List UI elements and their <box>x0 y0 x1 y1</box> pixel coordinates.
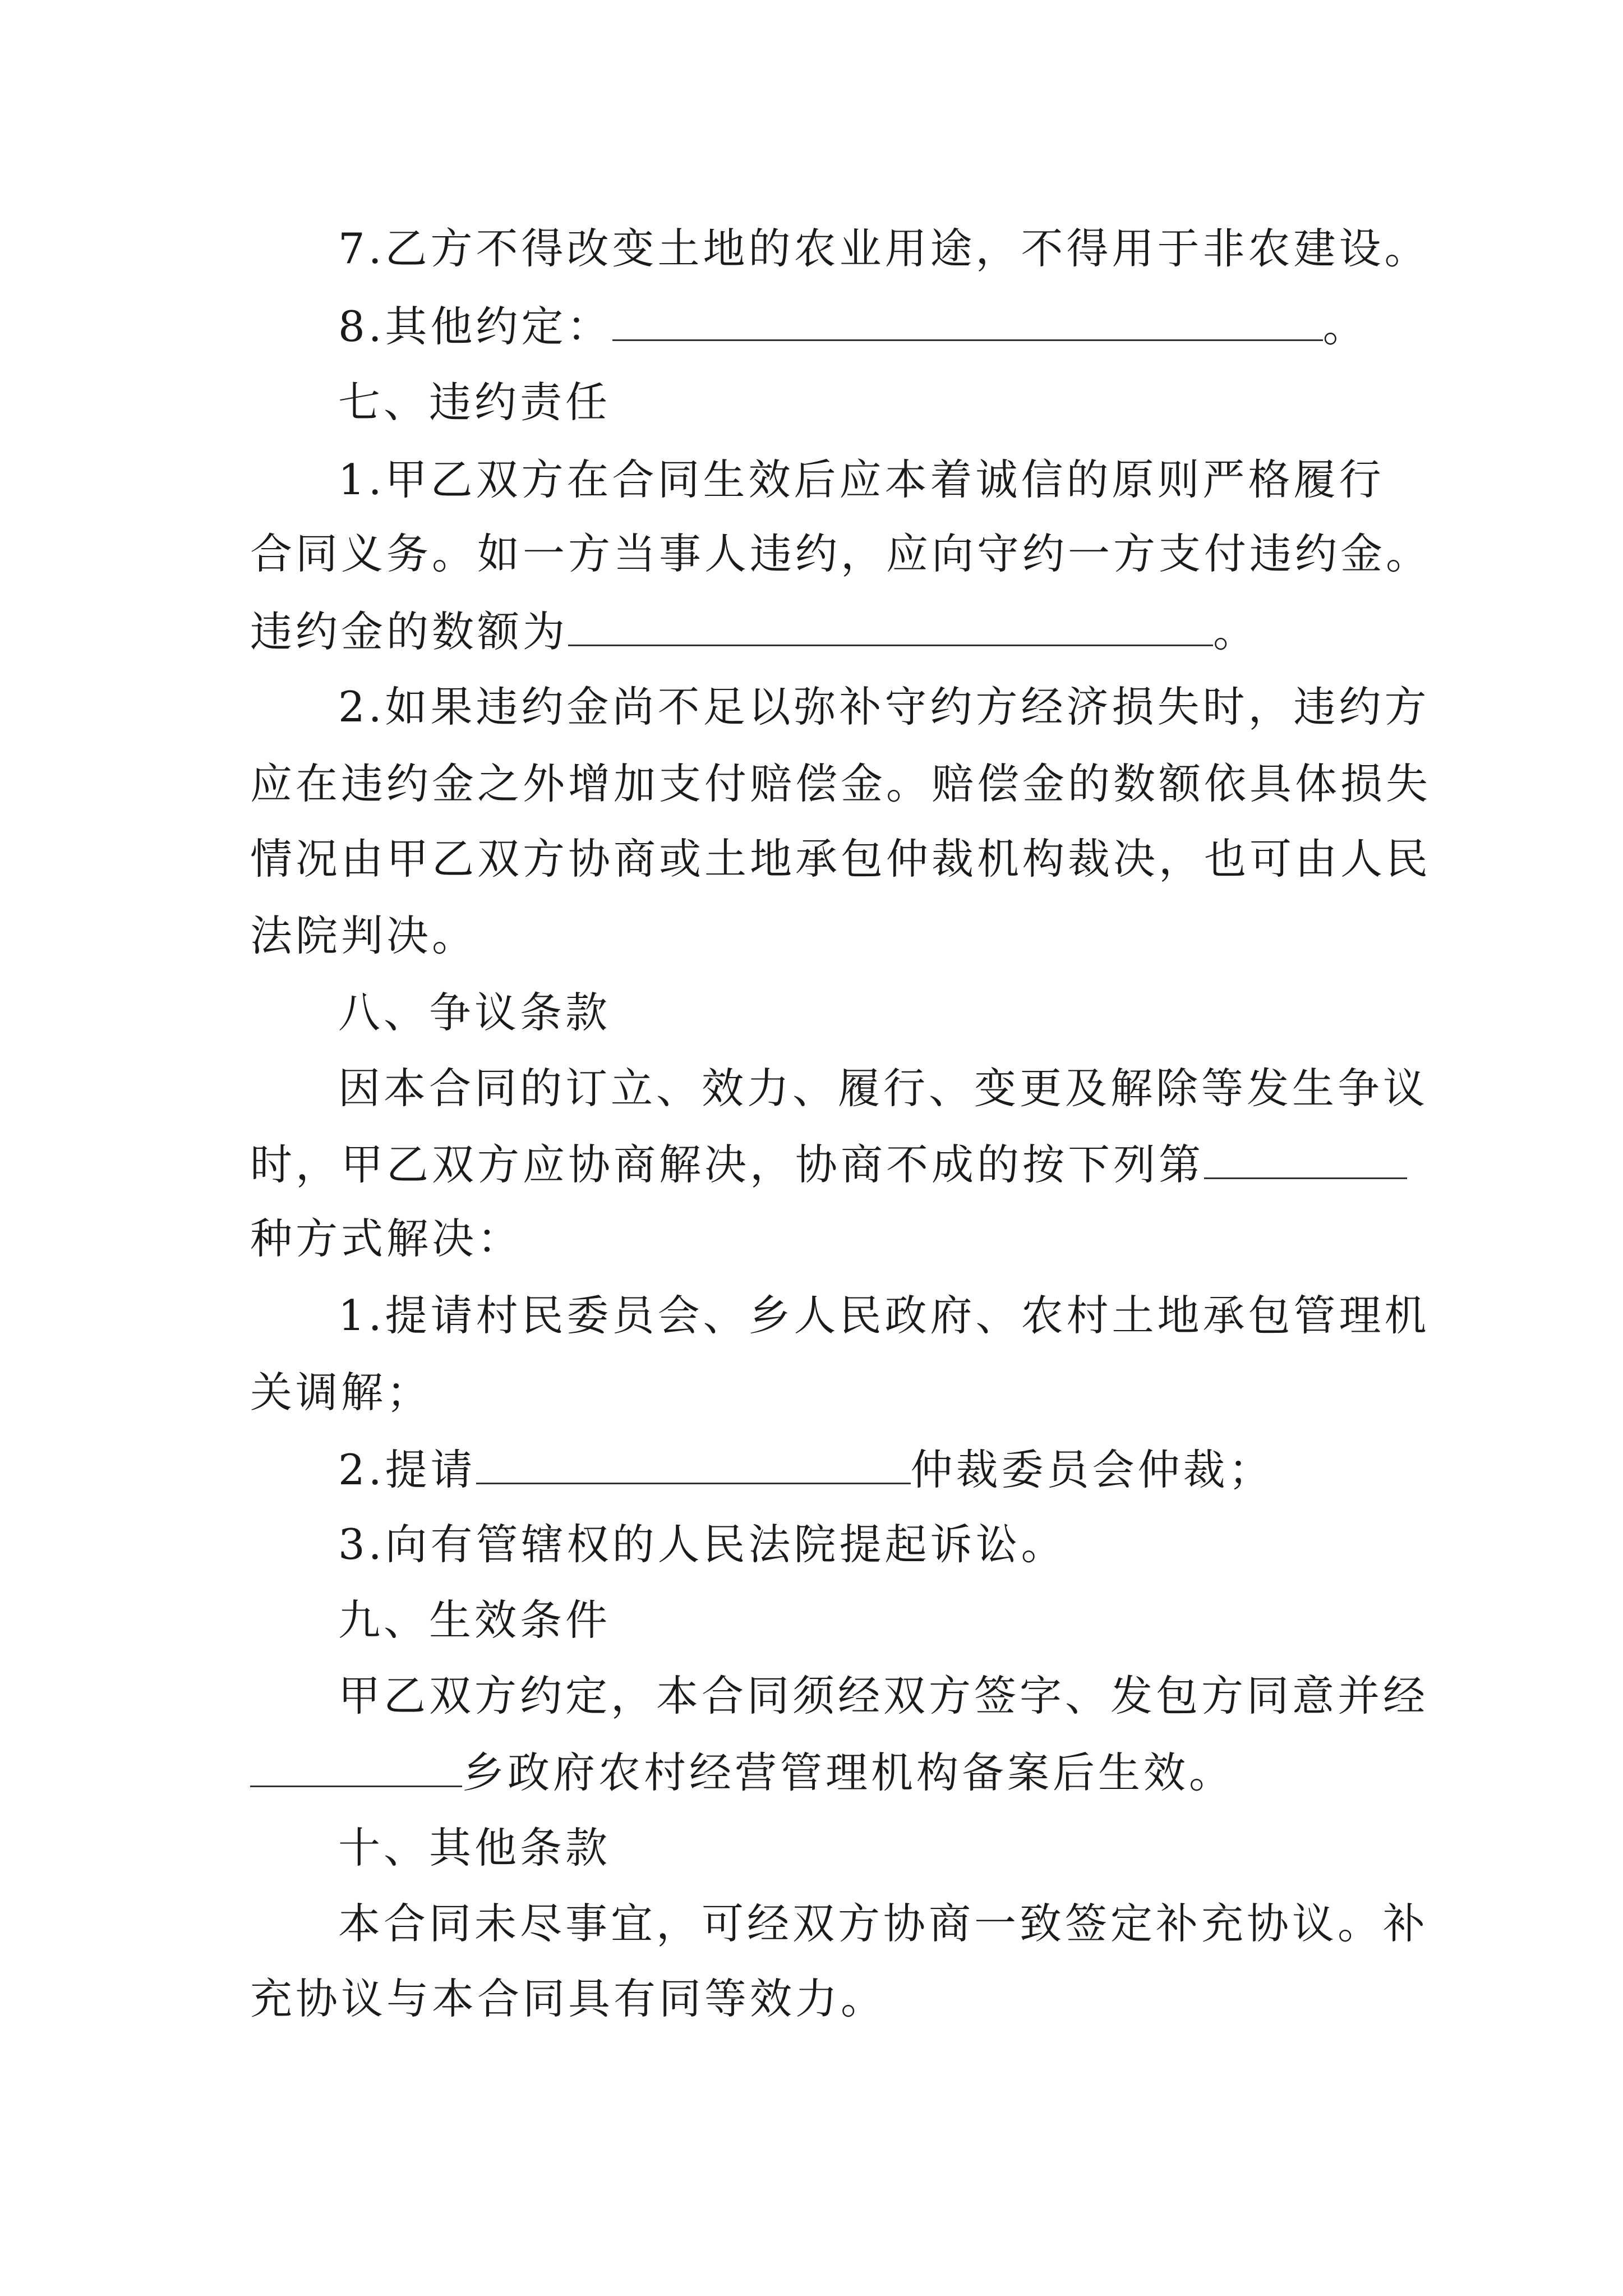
item-7: 7.乙方不得改变土地的农业用途，不得用于非农建设。 <box>338 224 1430 273</box>
section-7-para-1-line-2: 合同义务。如一方当事人违约，应向守约一方支付违约金。 <box>250 529 1432 578</box>
arbitration-end: 仲裁委员会仲裁； <box>910 1445 1274 1494</box>
section-8-option-1-line-2: 关调解； <box>250 1368 432 1417</box>
section-7-title: 七、违约责任 <box>338 378 611 427</box>
filing-text: 乡政府农村经营管理机构备案后生效。 <box>462 1748 1235 1797</box>
section-10-para-line-1: 本合同未尽事宜，可经双方协商一致签定补充协议。补 <box>338 1899 1429 1948</box>
section-7-para-2-line-3: 情况由甲乙双方协商或土地承包仲裁机构裁决，也可由人民 <box>250 834 1432 884</box>
penalty-amount-label: 违约金的数额为 <box>250 607 569 656</box>
section-10-title: 十、其他条款 <box>338 1823 611 1872</box>
other-agreement-blank <box>612 305 1323 341</box>
section-8-para-line-2 <box>250 1140 1407 1189</box>
section-9-para-line-2 <box>250 1748 1235 1797</box>
section-8-para-line-1: 因本合同的订立、效力、履行、变更及解除等发生争议 <box>338 1064 1429 1113</box>
item-8-end: 。 <box>1322 302 1368 351</box>
township-blank <box>250 1751 462 1787</box>
section-7-para-2-line-2: 应在违约金之外增加支付赔偿金。赔偿金的数额依具体损失 <box>250 759 1432 808</box>
section-8-title: 八、争议条款 <box>338 988 611 1037</box>
section-8-option-1-line-1: 1.提请村民委员会、乡人民政府、农村土地承包管理机 <box>338 1291 1430 1340</box>
penalty-amount-end: 。 <box>1213 607 1259 656</box>
section-9-para-line-1: 甲乙双方约定，本合同须经双方签字、发包方同意并经 <box>338 1671 1429 1720</box>
section-8-para-line-3: 种方式解决： <box>250 1214 523 1263</box>
penalty-amount-blank <box>568 610 1213 646</box>
section-8-option-2 <box>338 1445 1274 1494</box>
section-8-option-3: 3.向有管辖权的人民法院提起诉讼。 <box>338 1520 1067 1569</box>
section-10-para-line-2: 充协议与本合同具有同等效力。 <box>250 1974 887 2023</box>
dispute-method-blank <box>1204 1143 1407 1179</box>
section-9-title: 九、生效条件 <box>338 1595 611 1645</box>
section-7-para-2-line-1: 2.如果违约金尚不足以弥补守约方经济损失时，违约方 <box>338 682 1430 731</box>
arbitration-label: 2.提请 <box>338 1445 476 1494</box>
item-8-label: 8.其他约定： <box>338 302 612 351</box>
arbitration-committee-blank <box>476 1448 911 1484</box>
section-7-para-2-line-4: 法院判决。 <box>250 911 478 960</box>
dispute-method-label: 时，甲乙双方应协商解决，协商不成的按下列第 <box>250 1140 1205 1189</box>
section-7-para-1-line-1: 1.甲乙双方在合同生效后应本着诚信的原则严格履行 <box>338 455 1385 504</box>
section-7-para-1-line-3 <box>250 607 1259 656</box>
item-8 <box>338 302 1368 351</box>
